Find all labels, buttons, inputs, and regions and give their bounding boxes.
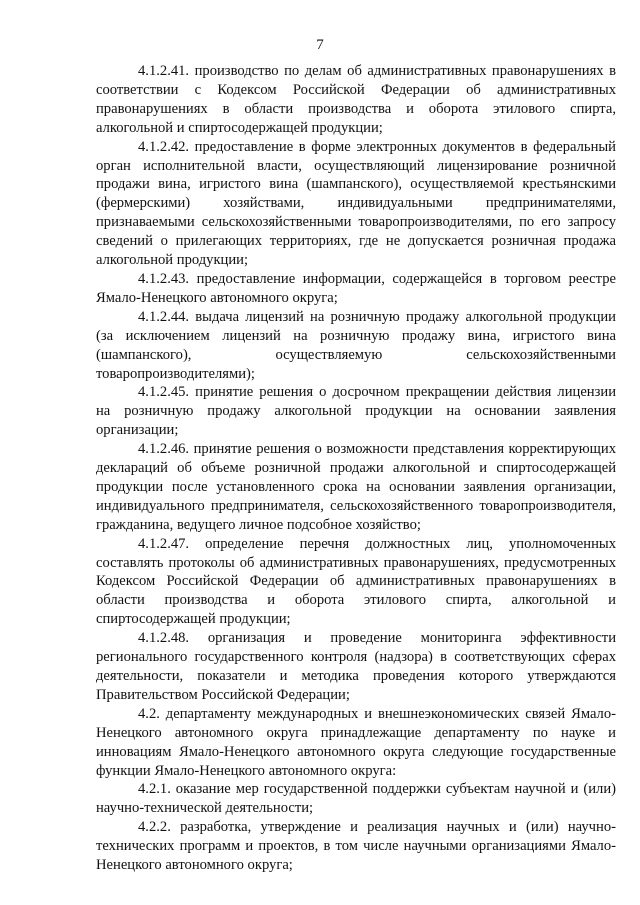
paragraph-4-1-2-42: 4.1.2.42. предоставление в форме электронных документов в федеральный орган исполнительной власти, осуществляющий лицензирование розничной продажи вина, игристого вина (шампанского), осуществляемой крестьянскими (фермерскими) хозяйствами, индивидуальными предпринимателями, признаваемыми сельскохозяйственными товаропроизводителями, по его запросу сведений о прилегающих территориях, где не допускается розничная продажа алкогольной продукции; — [96, 138, 616, 269]
paragraph-4-1-2-48: 4.1.2.48. организация и проведение мониторинга эффективности регионального государственного контроля (надзора) в соответствующих сферах деятельности, показатели и методика проведения которого утверждаются Правительством Российской Федерации; — [96, 630, 616, 703]
paragraph-4-1-2-46: 4.1.2.46. принятие решения о возможности представления корректирующих деклараций об объеме розничной продажи алкогольной и спиртосодержащей продукции после установленного срока на основании заявления организации, индивидуального предпринимателя, сельскохозяйственного товаропроизводителя, гражданина, ведущего личное подсобное хозяйство; — [96, 441, 616, 533]
paragraph-4-1-2-47: 4.1.2.47. определение перечня должностных лиц, уполномоченных составлять протоколы об административных правонарушениях, предусмотренных Кодексом Российской Федерации об административных правонарушениях в области производства и оборота этилового спирта, алкогольной и спиртосодержащей продукции; — [96, 535, 616, 628]
page-number: 7 — [316, 37, 324, 53]
paragraph-4-2: 4.2. департаменту международных и внешнеэкономических связей Ямало-Ненецкого автономного округа принадлежащие департаменту по науке и инновациям Ямало-Ненецкого автономного округа следующие государственные функции Ямало-Ненецкого автономного округа: — [96, 705, 616, 779]
paragraph-4-2-1: 4.2.1. оказание мер государственной поддержки субъектам научной и (или) научно-технической деятельности; — [96, 781, 616, 817]
document-body — [96, 62, 616, 875]
paragraph-4-1-2-43: 4.1.2.43. предоставление информации, содержащейся в торговом реестре Ямало-Ненецкого автономного округа; — [96, 270, 616, 306]
paragraph-4-1-2-44: 4.1.2.44. выдача лицензий на розничную продажу алкогольной продукции (за исключением лицензий на розничную продажу вина, игристого вина (шампанского), осуществляемую сельскохозяйственными товаропроизводителями); — [96, 308, 616, 382]
paragraph-4-1-2-41: 4.1.2.41. производство по делам об административных правонарушениях в соответствии с Кодексом Российской Федерации об административных правонарушениях в области производства и оборота этилового спирта, алкогольной и спиртосодержащей продукции; — [96, 63, 616, 136]
paragraph-4-1-2-45: 4.1.2.45. принятие решения о досрочном прекращении действия лицензии на розничную продажу алкогольной продукции на основании заявления организации; — [96, 384, 616, 439]
paragraph-4-2-2: 4.2.2. разработка, утверждение и реализация научных и (или) научно-технических программ и проектов, в том числе научными организациями Ямало-Ненецкого автономного округа; — [96, 819, 616, 874]
